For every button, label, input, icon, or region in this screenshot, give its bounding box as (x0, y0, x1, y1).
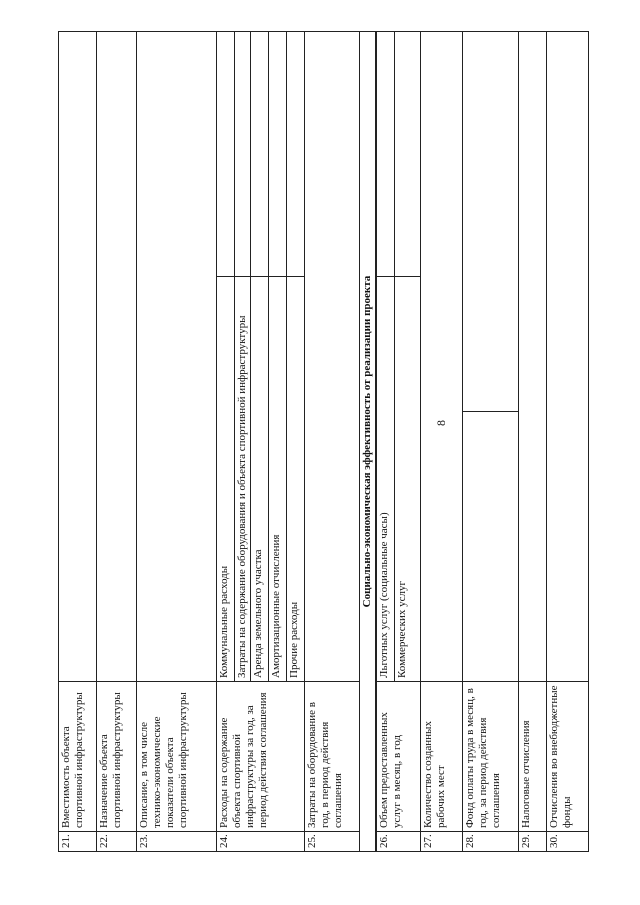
table-row (421, 32, 463, 852)
row-label: Налоговые отчисления (519, 682, 547, 832)
section-header-row (360, 32, 377, 852)
row-number: 29. (519, 832, 547, 852)
subitem-value (395, 32, 421, 277)
table-row (59, 32, 97, 852)
row-label: Вместимость объекта спортивной инфраструктуры (59, 682, 97, 832)
table-row (217, 32, 235, 852)
subitem-value (235, 32, 251, 277)
row-value (59, 32, 97, 682)
rotated-table (58, 32, 618, 852)
row-label: Отчисления во внебюджетные фонды (547, 682, 589, 832)
row-label: Назначение объекта спортивной инфраструктуры (97, 682, 137, 832)
subitem-value (287, 32, 305, 277)
row-value (463, 32, 519, 412)
row-number: 25. (305, 832, 360, 852)
row-label: Фонд оплаты труда в месяц, в год, за период действия соглашения (463, 682, 519, 832)
row-value (97, 32, 137, 682)
row-number: 23. (137, 832, 217, 852)
subitem-label: Льготных услуг (социальные часы) (376, 277, 395, 682)
row-value (547, 32, 589, 682)
row-value (137, 32, 217, 682)
table-row (137, 32, 217, 852)
table-row (305, 32, 360, 852)
page-number: 8 (434, 420, 448, 426)
row-number: 28. (463, 832, 519, 852)
subitem-label: Затраты на содержание оборудования и объекта спортивной инфраструктуры (235, 277, 251, 682)
row-number: 30. (547, 832, 589, 852)
subitem-value (217, 32, 235, 277)
row-value (519, 32, 547, 682)
table-row (519, 32, 547, 852)
data-table (58, 31, 589, 852)
subitem-label: Амортизационные отчисления (269, 277, 287, 682)
table-row (547, 32, 589, 852)
table-row (376, 32, 395, 852)
row-label: Затраты на оборудование в год, в период действия соглашения (305, 682, 360, 832)
subitem-label: Прочие расходы (287, 277, 305, 682)
row-label: Расходы на содержание объекта спортивной инфраструктуры за год, за период действия соглашения (217, 682, 305, 832)
subitem-label: Коммерческих услуг (395, 277, 421, 682)
row-label: Количество созданных рабочих мест (421, 682, 463, 832)
row-value (463, 412, 519, 682)
row-number: 21. (59, 832, 97, 852)
subitem-value (269, 32, 287, 277)
subitem-value (376, 32, 395, 277)
table-row (463, 32, 519, 852)
row-value (421, 32, 463, 682)
row-number: 22. (97, 832, 137, 852)
row-number: 27. (421, 832, 463, 852)
table-row (97, 32, 137, 852)
subitem-label: Аренда земельного участка (251, 277, 269, 682)
row-value (305, 32, 360, 682)
row-number: 24. (217, 832, 305, 852)
row-number: 26. (376, 832, 421, 852)
subitem-label: Коммунальные расходы (217, 277, 235, 682)
subitem-value (251, 32, 269, 277)
section-title: Социально-экономическая эффективность от реализации проекта (360, 32, 377, 852)
row-label: Объем предоставленных услуг в месяц, в год (376, 682, 421, 832)
row-label: Описание, в том числе технико-экономические показатели объекта спортивной инфраструктуры (137, 682, 217, 832)
